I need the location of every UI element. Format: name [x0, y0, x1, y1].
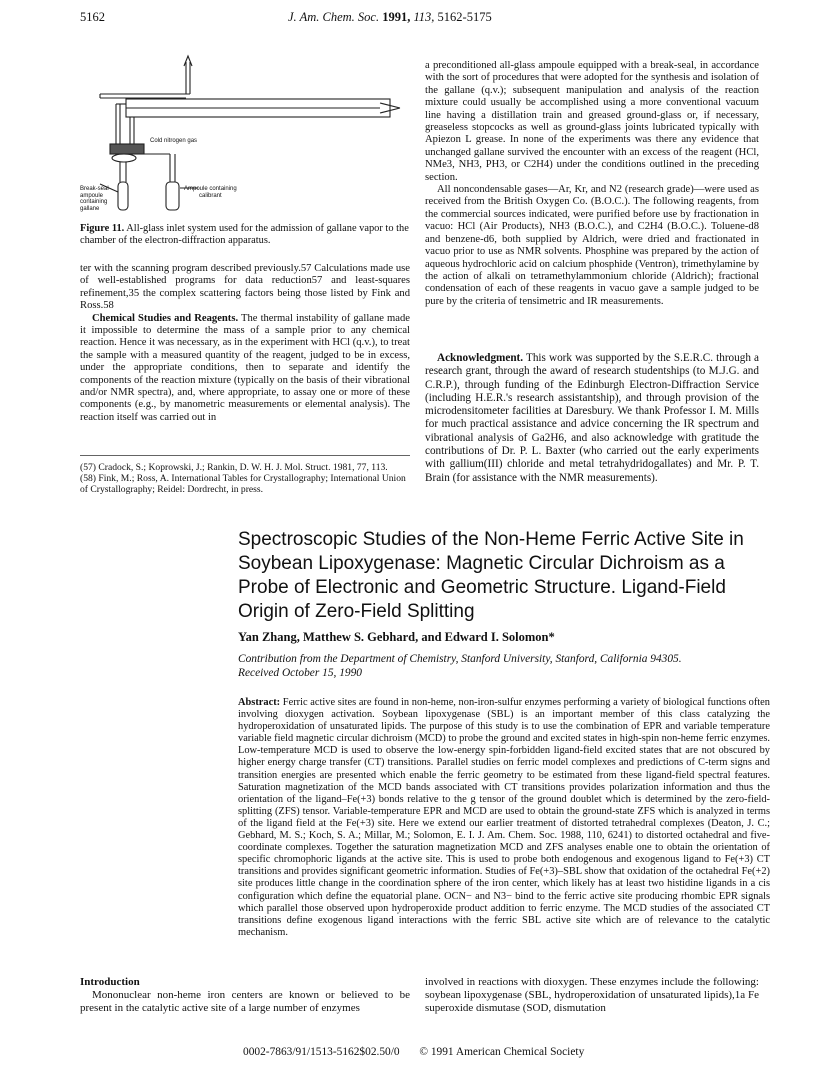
journal-pages: 5162-5175: [437, 10, 492, 24]
title-line: Spectroscopic Studies of the Non-Heme Ferric Active Site in: [238, 529, 744, 550]
acknowledgment-text: This work was supported by the S.E.R.C. through a research grant, through the award of research studentships (to M.J.G. and C.R.P.), through funding of the Edinburgh Electron-Diffraction Service (including H.E.R.'s research assistantship), and through provision of the microdensitometer facilities at Daresbury. We thank Professor I. M. Mills for much practical assistance and advice concerning the IR spectrum and vibrational analysis of Ga2H6, and also acknowledge with gratitude the contributions of Dr. P. L. Baxter (who carried out the early experiments with gallium(III) chloride and metal tetrahydridogallates) and Mr. P. T. Brain (for assistance with the NMR measurements).: [425, 352, 759, 484]
footnote-58: (58) Fink, M.; Ross, A. International Tables for Crystallography; International Union of Crystallography; Reidel: Dordrecht, in press.: [80, 473, 406, 496]
acknowledgment: [425, 352, 759, 485]
running-head: [288, 10, 492, 25]
inlet-system-diagram: [80, 52, 410, 217]
introduction-heading: Introduction: [80, 976, 140, 988]
journal-volume: 113,: [413, 10, 435, 24]
abstract-label: Abstract:: [238, 697, 281, 708]
footnotes: [80, 462, 410, 496]
figure-caption-text: All-glass inlet system used for the admission of gallane vapor to the chamber of the electron-diffraction apparatus.: [80, 223, 409, 247]
abstract-text: Ferric active sites are found in non-heme, non-iron-sulfur enzymes performing a variety of biological functions often involving dioxygen activation. Soybean lipoxygenase (SBL) is an important member of this class catalyzing the hydroperoxidation of unsaturated lipids. The purpose of this study is to use the combination of EPR and variable temperature variable field magnetic circular dichroism (MCD) to probe the ground and excited states in high-spin non-heme ferric enzymes. Low-temperature MCD is used to observe the low-energy spin-forbidden ligand-field excited states that are not obscured by higher energy charge transfer (CT) transitions. Parallel studies on ferric model complexes and predictions of C-term signs and transition energies are presented which enable the ferric geometry to be estimated from these ligand-field spectral features. Saturation magnetization of the MCD bands associated with CT transitions provides polarization information and thus the orientation of the ligand–Fe(+3) bonds relative to the g tensor of the ground doublet which is determined by the zero-field-splitting (ZFS) tensor. Variable-temperature EPR and MCD are used to obtain the ground-state ZFS which is analyzed in terms of the ligand field at the Fe(+3) site. Here we extend our earlier treatment of distorted tetrahedral complexes (Deaton, J. C.; Gebhard, M. S.; Koch, S. A.; Millar, M.; Solomon, E. I. J. Am. Chem. Soc. 1988, 110, 6241) to distorted octahedral and five-coordinate complexes. Together the saturation magnetization MCD and ZFS analyses enable one to obtain the orientation of specific chromophoric ligands at the active site. This is used to probe both endogenous and exogenous ligand to Fe(+3) CT transitions and provides significant geometric information. Studies of Fe(+3)–SBL show that oxidation of the octahedral Fe(+2) site produces little change in the coordination sphere of the iron center, which likely has at least two histidine ligands in a cis configuration which define the equatorial plane. OCN− and N3− bind to the ferric active site producing rhombic EPR signals which parallel those observed upon hydroperoxide product addition to ferric enzyme. The MCD studies of the associated CT transitions define exogenous ligand interactions with the ferric SBL active site which are of relevance to the catalytic mechanism.: [238, 697, 770, 938]
label-calibrant-ampoule: [184, 186, 237, 199]
title-line: Origin of Zero-Field Splitting: [238, 601, 475, 622]
acknowledgment-heading: Acknowledgment.: [437, 352, 524, 364]
journal-year: 1991,: [382, 10, 411, 24]
paragraph-gases: All noncondensable gases—Ar, Kr, and N2 (research grade)—were used as received from the British Oxygen Co. (B.O.C.). The following reagents, from the commercial sources indicated, were purified before use by fractionation in vacuo: HCl (Air Products), NH3 (B.O.C.), and C2H4 (B.O.C.). Toluene-d8 and benzene-d6, both supplied by Aldrich, were dried and fractionated in vacuo prior to use as NMR solvents. Phosphine was prepared by the action of aqueous hydrochloric acid on calcium phosphide (Ventron), trimethylamine by the action of alkali on tetramethylammonium chloride (Aldrich); fractional condensation of each of these reagents in vacuo gave a sample judged to be pure by the criteria of tensimetric and IR measurements.: [425, 184, 759, 307]
footnote-57: (57) Cradock, S.; Koprowski, J.; Rankin, D. W. H. J. Mol. Struct. 1981, 77, 113.: [80, 462, 388, 473]
figure-caption: [80, 223, 410, 247]
footnote-rule: [80, 455, 410, 456]
footer-copyright: © 1991 American Chemical Society: [419, 1046, 585, 1058]
title-line: Probe of Electronic and Geometric Structure. Ligand-Field: [238, 577, 726, 598]
paragraph-scanning: ter with the scanning program described previously.57 Calculations made use of well-established programs for data reduction57 and least-squares refinement,35 the complex scattering factors being those listed by Fink and Ross.58: [80, 263, 410, 312]
paragraph-acknowledgment: [425, 352, 759, 485]
label-line: calibrant: [199, 192, 222, 199]
footer: [243, 1046, 584, 1058]
introduction-left: [80, 976, 410, 1015]
footer-code: 0002-7863/91/1513-5162$02.50/0: [243, 1046, 400, 1058]
right-column-body: [425, 60, 759, 308]
label-line: Break-seal: [80, 186, 109, 192]
section-heading-chemical: Chemical Studies and Reagents.: [92, 312, 239, 324]
label-line: ampoule: [80, 192, 104, 199]
figure-caption-label: Figure 11.: [80, 223, 125, 234]
article-title: [238, 528, 768, 624]
title-line: Soybean Lipoxygenase: Magnetic Circular Dichroism as a: [238, 553, 725, 574]
paragraph-chemical-text: The thermal instability of gallane made it impossible to determine the mass of a sample prior to any chemical reaction. Hence it was necessary, as in the experiment with HCl (q.v.), to treat the sample with a measured quantity of the reagent, judged to be in excess, under the appropriate conditions, then to separate and identify the components of the reaction mixture (typically on the basis of their vibrational and/or NMR spectra), and, where appropriate, to assay one or more of these components (e.g., by manometric measurements or elemental analysis). The reaction itself was carried out in: [80, 312, 410, 423]
page-number: 5162: [80, 10, 105, 24]
left-column-body: [80, 263, 410, 424]
label-cold-nitrogen-gas: Cold nitrogen gas: [150, 138, 198, 144]
label-line: Ampoule containing: [184, 186, 237, 192]
label-line: gallane: [80, 205, 100, 212]
label-line: containing: [80, 199, 108, 205]
paragraph-chemical-studies: [80, 313, 410, 425]
label-break-seal-ampoule: [80, 186, 109, 212]
affiliation-text: Contribution from the Department of Chemistry, Stanford University, Stanford, California 94305.: [238, 653, 682, 665]
paragraph-ampoule: a preconditioned all-glass ampoule equipped with a break-seal, in accordance with the sort of procedures that were adopted for the synthesis and isolation of the gallane (q.v.); subsequent manipulation and analysis of the reaction mixture could usually be accomplished using a more conventional vacuum line having a distillation train and greased ground-glass or, if necessary, greaseless stopcocks as well as ground-glass joints lubricated typically with Apiezon L grease. In none of the experiments was there any evidence that unchanged gallane survived the encounter with an excess of the reagent (HCl, NMe3, NH3, PH3, or C2H4) under the conditions outlined in the preceding section.: [425, 60, 759, 183]
introduction-paragraph: Mononuclear non-heme iron centers are known or believed to be present in the catalytic active site of a large number of enzymes: [80, 989, 410, 1014]
article-affiliation: [238, 653, 768, 680]
introduction-right: [425, 976, 759, 1015]
received-date: Received October 15, 1990: [238, 666, 362, 679]
abstract: [238, 697, 770, 939]
article-authors: Yan Zhang, Matthew S. Gebhard, and Edward I. Solomon*: [238, 630, 555, 644]
journal-name: J. Am. Chem. Soc.: [288, 10, 380, 24]
introduction-continued: involved in reactions with dioxygen. These enzymes include the following: soybean lipoxygenase (SBL, hydroperoxidation of unsaturated lipids),1a Fe superoxide dismutase (SOD, dismutation: [425, 976, 759, 1014]
